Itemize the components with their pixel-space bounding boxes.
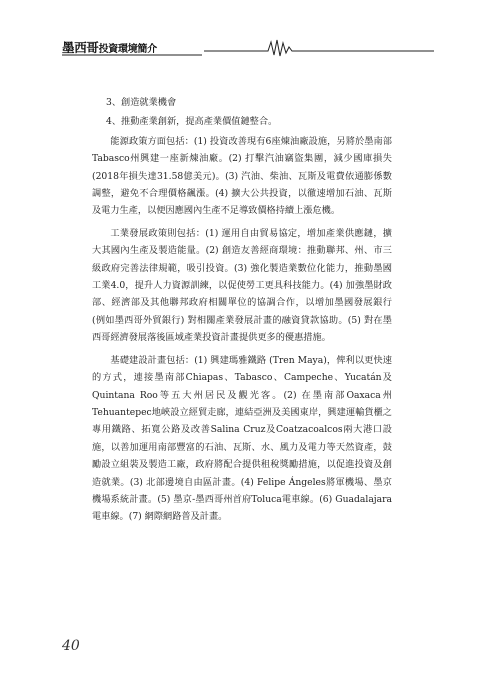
document-body — [92, 94, 392, 531]
header-title — [62, 38, 157, 56]
header-subtitle: 投資環境簡介 — [98, 44, 157, 55]
paragraph-industrial-policy: 工業發展政策則包括：(1) 運用自由貿易協定，增加產業供應鏈，擴大其國內生產及製造能量。(2) 創造友善經商環境：推動聯邦、州、市三級政府完善法律規範，吸引投資。(3) 強化製造業數位化能力，推動墨國工業4.0，提升人力資源訓練，以促使勞工更具科技能力。(4) 加強墨財政部、經濟部及其他聯邦政府相關單位的協調合作，以增加墨國發展銀行 (例如墨西哥外貿銀行) 對相關產業發展計畫的融資貸款協助。(5) 對在墨西哥經濟發展落後區域產業投資計畫提供更多的優惠措施。 — [92, 227, 392, 344]
paragraph-energy-policy: 能源政策方面包括：(1) 投資改善現有6座煉油廠設施，另將於墨南部Tabasco州興建一座新煉油廠。(2) 打擊汽油竊盜集團，減少國庫損失(2018年損失達31.58億美元)。(3) 汽油、柴油、瓦斯及電費依通膨係數調整，避免不合理價格飆漲。(4) 擴大公共投資，以徹速增加石油、瓦斯及電力生產，以便因應國內生產不足導致價格持續上漲危機。 — [92, 135, 392, 217]
page-number: 40 — [62, 638, 80, 654]
list-item: 3、創造就業機會 — [106, 97, 177, 108]
running-header — [62, 36, 434, 58]
paragraph-infrastructure: 基礎建設計畫包括：(1) 興建瑪雅鐵路 (Tren Maya)，俾利以更快速的方式，連接墨南部Chiapas、Tabasco、Campeche、Yucatán及Quintana Roo等五大州居民及觀光客。(2) 在墨南部Oaxaca州Tehuantepec地峽設立經貿走廊，連結亞洲及美國東岸，興建運輸貨櫃之專用鐵路、拓寬公路及改善Salina Cruz及Coatzacoalcos兩大港口設施，以善加運用南部豐富的石油、瓦斯、水、風力及電力等天然資產，鼓勵設立組裝及製造工廠，政府將配合提供租稅獎勵措施，以促進投資及創造就業。(3) 北部邊境自由區計畫。(4) Felipe Ángeles將軍機場、墨京機場系統計畫。(5) 墨京-墨西哥州首府Toluca電車線。(6) Guadalajara電車線。(7) 網際網路普及計畫。 — [92, 354, 392, 523]
list-item: 4、推動產業創新，提高產業價值鏈整合。 — [106, 116, 278, 128]
header-country: 墨西哥 — [62, 40, 99, 55]
